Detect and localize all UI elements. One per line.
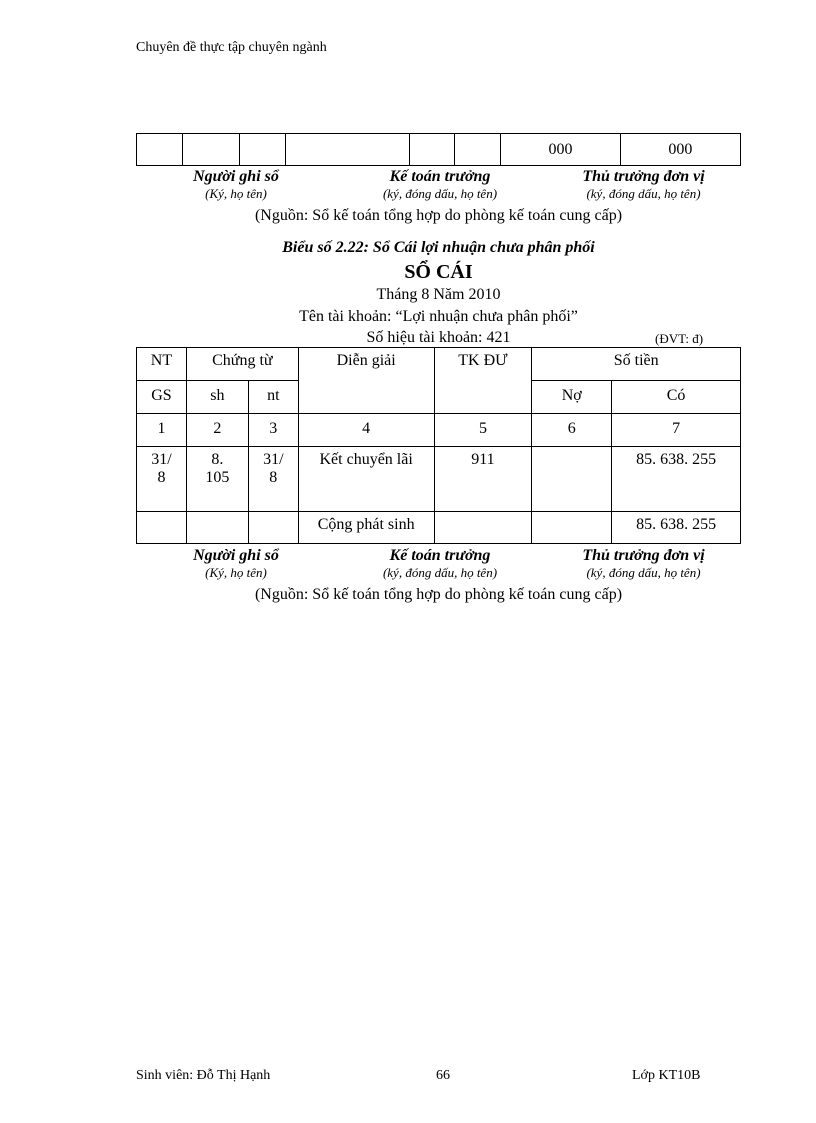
index-cell: 1	[137, 414, 187, 447]
index-cell: 3	[248, 414, 298, 447]
total-row	[137, 512, 741, 544]
index-cell: 5	[434, 414, 532, 447]
signature-note: (ký, đóng dấu, họ tên)	[586, 565, 701, 580]
signature-role: Người ghi sổ	[193, 168, 279, 185]
header-sh: sh	[186, 381, 248, 414]
header-description: Diễn giải	[298, 348, 434, 414]
header-nt-date: nt	[248, 381, 298, 414]
index-cell: 2	[186, 414, 248, 447]
index-row	[137, 414, 741, 447]
cell-tkdu: 911	[434, 447, 532, 512]
footer-page-number: 66	[436, 1068, 450, 1083]
signature-role: Kế toán trưởng	[389, 168, 491, 185]
source-note: (Nguồn: Sổ kế toán tổng hợp do phòng kế toán cung cấp)	[254, 586, 623, 603]
header-gs: GS	[137, 381, 187, 414]
previous-ledger-tail-table	[136, 133, 741, 166]
signature-note: (Ký, họ tên)	[205, 565, 267, 580]
signature-role: Thủ trưởng đơn vị	[582, 168, 705, 185]
cell-credit: 85. 638. 255	[612, 447, 741, 512]
signature-director	[556, 547, 731, 581]
account-number: Số hiệu tài khoản: 421	[366, 329, 511, 346]
table-cell	[410, 134, 455, 166]
header-tkdu: TK ĐƯ	[434, 348, 532, 414]
header-credit: Có	[612, 381, 741, 414]
signature-accountant	[350, 547, 530, 581]
signature-note: (Ký, họ tên)	[205, 186, 267, 201]
signature-note: (ký, đóng dấu, họ tên)	[382, 186, 498, 201]
table-row	[137, 447, 741, 512]
footer-student: Sinh viên: Đỗ Thị Hạnh	[136, 1068, 271, 1083]
footer-class: Lớp KT10B	[632, 1068, 701, 1083]
table-cell: 000	[501, 134, 620, 166]
table-cell	[248, 512, 298, 544]
page-header: Chuyên đề thực tập chuyên ngành	[136, 40, 327, 55]
ledger-title: SỔ CÁI	[404, 261, 473, 283]
unit-label: (ĐVT: đ)	[655, 331, 704, 346]
signature-accountant	[350, 168, 530, 202]
signature-recorder	[176, 547, 296, 581]
ledger-period: Tháng 8 Năm 2010	[376, 286, 501, 303]
cell-debit	[532, 447, 612, 512]
total-label: Cộng phát sinh	[298, 512, 434, 544]
signature-recorder	[176, 168, 296, 202]
table-cell	[455, 134, 501, 166]
table-cell	[137, 134, 183, 166]
cell-sh: 8. 105	[186, 447, 248, 512]
signature-note: (ký, đóng dấu, họ tên)	[586, 186, 701, 201]
table-cell	[434, 512, 532, 544]
cell-nt: 31/ 8	[248, 447, 298, 512]
index-cell: 4	[298, 414, 434, 447]
index-cell: 6	[532, 414, 612, 447]
table-cell	[285, 134, 410, 166]
table-cell	[532, 512, 612, 544]
table-row	[137, 134, 741, 166]
ledger-caption: Biểu số 2.22: Sổ Cái lợi nhuận chưa phân phối	[282, 239, 595, 256]
header-debit: Nợ	[532, 381, 612, 414]
signature-role: Người ghi sổ	[193, 547, 279, 564]
signature-role: Kế toán trưởng	[389, 547, 491, 564]
account-name: Tên tài khoản: “Lợi nhuận chưa phân phối”	[299, 308, 578, 325]
header-nt: NT	[137, 348, 187, 381]
header-voucher: Chứng từ	[186, 348, 298, 381]
cell-description: Kết chuyển lãi	[298, 447, 434, 512]
ledger-table	[136, 347, 741, 544]
table-cell	[182, 134, 239, 166]
index-cell: 7	[612, 414, 741, 447]
source-note: (Nguồn: Sổ kế toán tổng hợp do phòng kế toán cung cấp)	[254, 207, 623, 224]
signature-director	[556, 168, 731, 202]
signature-role: Thủ trưởng đơn vị	[582, 547, 705, 564]
total-credit: 85. 638. 255	[612, 512, 741, 544]
table-cell: 000	[620, 134, 740, 166]
cell-ntgs: 31/ 8	[137, 447, 187, 512]
table-cell	[239, 134, 285, 166]
signature-note: (ký, đóng dấu, họ tên)	[382, 565, 498, 580]
table-cell	[186, 512, 248, 544]
header-amount: Số tiền	[532, 348, 741, 381]
table-header-row	[137, 348, 741, 381]
table-cell	[137, 512, 187, 544]
